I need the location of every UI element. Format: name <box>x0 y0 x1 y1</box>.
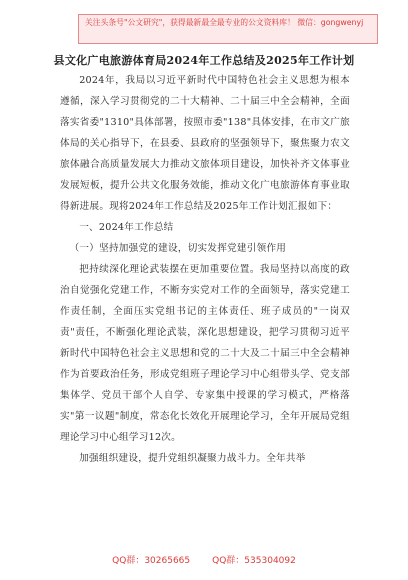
body-paragraph-continued: 加强组织建设，提升党组织凝聚力战斗力。全年共举 <box>79 453 306 464</box>
document-body <box>60 70 350 469</box>
footer-contacts <box>0 553 408 566</box>
qq-group-1: QQ群：30265665 <box>112 556 191 566</box>
intro-paragraph: 2024年，我局以习近平新时代中国特色社会主义思想为根本遵循，深入学习贯彻党的二十大精神、二十届三中全会精神，全面落实省委"1310"具体部署，按照市委"138"具体安排，在市文广旅体局的关心指导下，在县委、县政府的坚强领导下，聚焦聚力农文旅体融合高质量发展大力推动文旅体项目建设，加快补齐文体事业发展短板，提升公共文化服务效能，推动文化广电旅游体育事业取得新进展。现将2024年工作总结及2025年工作计划汇报如下： <box>60 75 350 212</box>
body-paragraph: 把持续深化理论武装摆在更加重要位置。我局坚持以高度的政治自觉强化党建工作，不断夯实党对工作的全面领导，落实党建工作责任制，全面压实党组书记的主体责任、班子成员的"一岗双责"责任，不断强化理论武装，深化思想建设，把学习贯彻习近平新时代中国特色社会主义思想和党的二十大及二十届三中全会精神作为首要政治任务，形成党组班子理论学习中心组带头学、党支部集体学、党员干部个人自学、专家集中授课的学习模式，严格落实"第一议题"制度，常态化长效化开展理论学习，全年开展局党组理论学习中心组学习12次。 <box>60 264 350 443</box>
promo-banner-text: 关注头条号"公文研究"，获得最新最全最专业的公文资料库！ 微信：gongwenyj <box>85 18 364 27</box>
promo-banner <box>78 14 378 44</box>
subsection-heading: （一）坚持加强党的建设，切实发挥党建引领作用 <box>69 243 287 254</box>
section-heading: 一、2024年工作总结 <box>79 222 174 233</box>
qq-group-2: QQ群：535304092 <box>212 556 296 566</box>
document-title: 县文化广电旅游体育局2024年工作总结及2025年工作计划 <box>53 54 355 67</box>
